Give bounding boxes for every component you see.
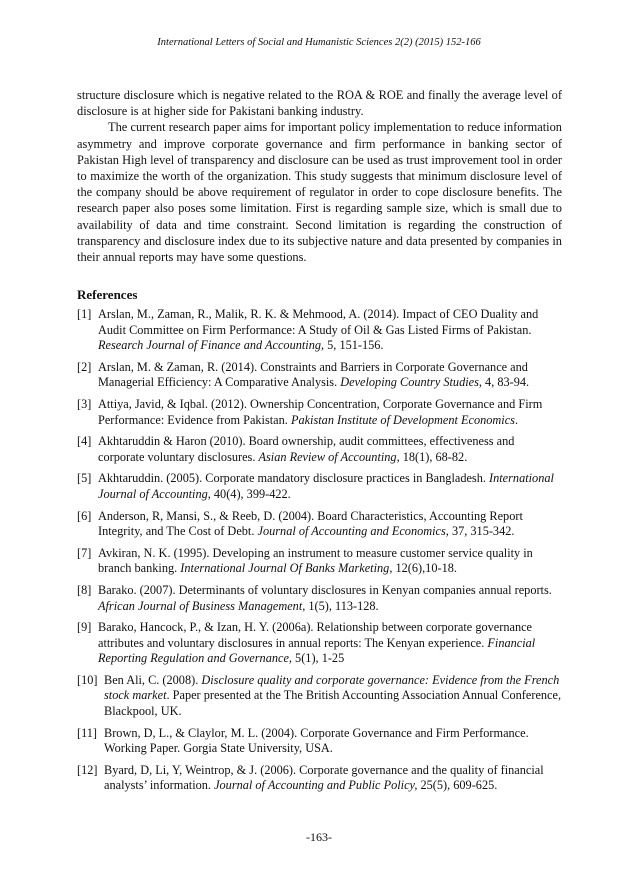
reference-text: Anderson, R, Mansi, S., & Reeb, D. (2004). Board Characteristics, Accounting Report Integrity, and The Cost of Debt. bbox=[98, 508, 523, 539]
reference-details: , 40(4), 399-422. bbox=[207, 486, 291, 501]
reference-number: [1] bbox=[77, 307, 92, 321]
paragraph: The current research paper aims for important policy implementation to reduce information asymmetry and improve corporate governance and firm performance in banking sector of Pakistan High level of transparency and disclosure can be used as trust improvement tool in order to maximize the worth of the organization. This study suggests that minimum disclosure level of the company should be above requirement of regulator in order to cope disclosure benefits. The research paper also poses some limitation. First is regarding sample size, which is small due to availability of data and time constraint. Second limitation is regarding the construction of transparency and disclosure index due to its subjective nature and data presented by companies in their annual reports may have some questions. bbox=[77, 120, 562, 265]
reference-source: Asian Review of Accounting, bbox=[258, 449, 400, 464]
references-heading: References bbox=[77, 287, 138, 302]
reference-number: [8] bbox=[77, 582, 92, 597]
reference-source: Research Journal of Finance and Accounting, bbox=[98, 338, 325, 353]
reference-item bbox=[77, 434, 562, 465]
reference-number: [10] bbox=[77, 672, 98, 687]
reference-source: Journal of Accounting and Economics, bbox=[257, 524, 449, 539]
reference-text: Barako, Hancock, P., & Izan, H. Y. (2006a). Relationship between corporate governance attributes and voluntary disclosures in annual reports: The Kenyan experience. bbox=[98, 620, 533, 650]
reference-item bbox=[77, 509, 562, 540]
reference-item bbox=[77, 583, 562, 614]
reference-text: Byard, D, Li, Y, Weintrop, & J. (2006). Corporate governance and the quality of financial analysts’ information. bbox=[104, 762, 544, 793]
reference-item bbox=[77, 726, 562, 757]
reference-source: Pakistan Institute of Development Economics bbox=[290, 412, 515, 427]
reference-details: 5, 151-156. bbox=[324, 338, 384, 353]
reference-text: Barako. (2007). Determinants of voluntary disclosures in Kenyan companies annual reports. bbox=[98, 582, 552, 597]
reference-number: [4] bbox=[77, 434, 92, 449]
paragraph: structure disclosure which is negative related to the ROA & ROE and finally the average level of disclosure is at higher side for Pakistani banking industry. bbox=[77, 88, 562, 119]
reference-item bbox=[77, 763, 562, 794]
reference-source: Journal of Accounting and Public Policy, bbox=[214, 778, 418, 793]
reference-source: African Journal of Business Management, bbox=[98, 598, 306, 613]
running-header: International Letters of Social and Humanistic Sciences 2(2) (2015) 152-166 bbox=[157, 37, 481, 48]
reference-source: Disclosure quality and corporate governance: Evidence from the French stock market bbox=[104, 672, 560, 703]
reference-source: Financial Reporting Regulation and Governance, bbox=[98, 635, 536, 666]
reference-text: Attiya, Javid, & Iqbal. (2012). Ownership Concentration, Corporate Governance and Firm Performance: Evidence from Pakistan. bbox=[98, 396, 543, 427]
reference-item bbox=[77, 397, 562, 428]
reference-text: Ben Ali, C. (2008). bbox=[104, 672, 202, 687]
reference-item bbox=[77, 307, 562, 354]
reference-details: . Paper presented at the The British Accounting Association Annual Conference, Blackpool, UK. bbox=[104, 688, 562, 719]
reference-details: 12(6),10-18. bbox=[392, 561, 457, 576]
reference-source: Developing Country Studies, bbox=[340, 375, 482, 390]
page-number: -163- bbox=[306, 830, 332, 844]
reference-number: [12] bbox=[77, 762, 98, 777]
body-text bbox=[77, 87, 562, 265]
reference-text: Brown, D, L., & Claylor, M. L. (2004). Corporate Governance and Firm Performance. Working Paper. Gorgia State University, USA. bbox=[104, 725, 529, 756]
reference-source: International Journal of Accounting bbox=[98, 471, 554, 501]
reference-number: [7] bbox=[77, 545, 92, 560]
reference-number: [5] bbox=[77, 471, 92, 486]
reference-details: 5(1), 1-25 bbox=[291, 651, 345, 666]
reference-details: . bbox=[514, 412, 519, 427]
reference-list bbox=[77, 307, 562, 800]
reference-item bbox=[77, 546, 562, 577]
reference-number: [2] bbox=[77, 359, 92, 374]
reference-details: 25(5), 609-625. bbox=[417, 778, 498, 793]
reference-item bbox=[77, 673, 562, 720]
reference-item bbox=[77, 471, 562, 502]
reference-number: [6] bbox=[77, 508, 92, 523]
reference-item bbox=[77, 620, 562, 667]
reference-text: Akhtaruddin & Haron (2010). Board ownership, audit committees, effectiveness and corporate voluntary disclosures. bbox=[98, 434, 515, 464]
reference-number: [11] bbox=[77, 725, 98, 740]
reference-details: 18(1), 68-82. bbox=[399, 449, 468, 464]
reference-text: Arslan, M. & Zaman, R. (2014). Constraints and Barriers in Corporate Governance and Managerial Efficiency: A Comparative Analysis. bbox=[98, 359, 528, 390]
reference-text: Arslan, M., Zaman, R., Malik, R. K. & Mehmood, A. (2014). Impact of CEO Duality and Audit Committee on Firm Performance: A Study of Oil & Gas Listed Firms of Pakistan. bbox=[98, 307, 539, 337]
reference-details: 37, 315-342. bbox=[448, 524, 515, 539]
reference-source: International Journal Of Banks Marketing, bbox=[180, 561, 393, 576]
reference-item bbox=[77, 360, 562, 391]
reference-details: 1(5), 113-128. bbox=[305, 598, 379, 613]
reference-details: 4, 83-94. bbox=[481, 375, 530, 390]
reference-number: [9] bbox=[77, 620, 92, 635]
reference-number: [3] bbox=[77, 396, 92, 411]
reference-text: Akhtaruddin. (2005). Corporate mandatory disclosure practices in Bangladesh. bbox=[98, 471, 490, 486]
reference-text: Avkiran, N. K. (1995). Developing an instrument to measure customer service quality in branch banking. bbox=[98, 545, 533, 576]
